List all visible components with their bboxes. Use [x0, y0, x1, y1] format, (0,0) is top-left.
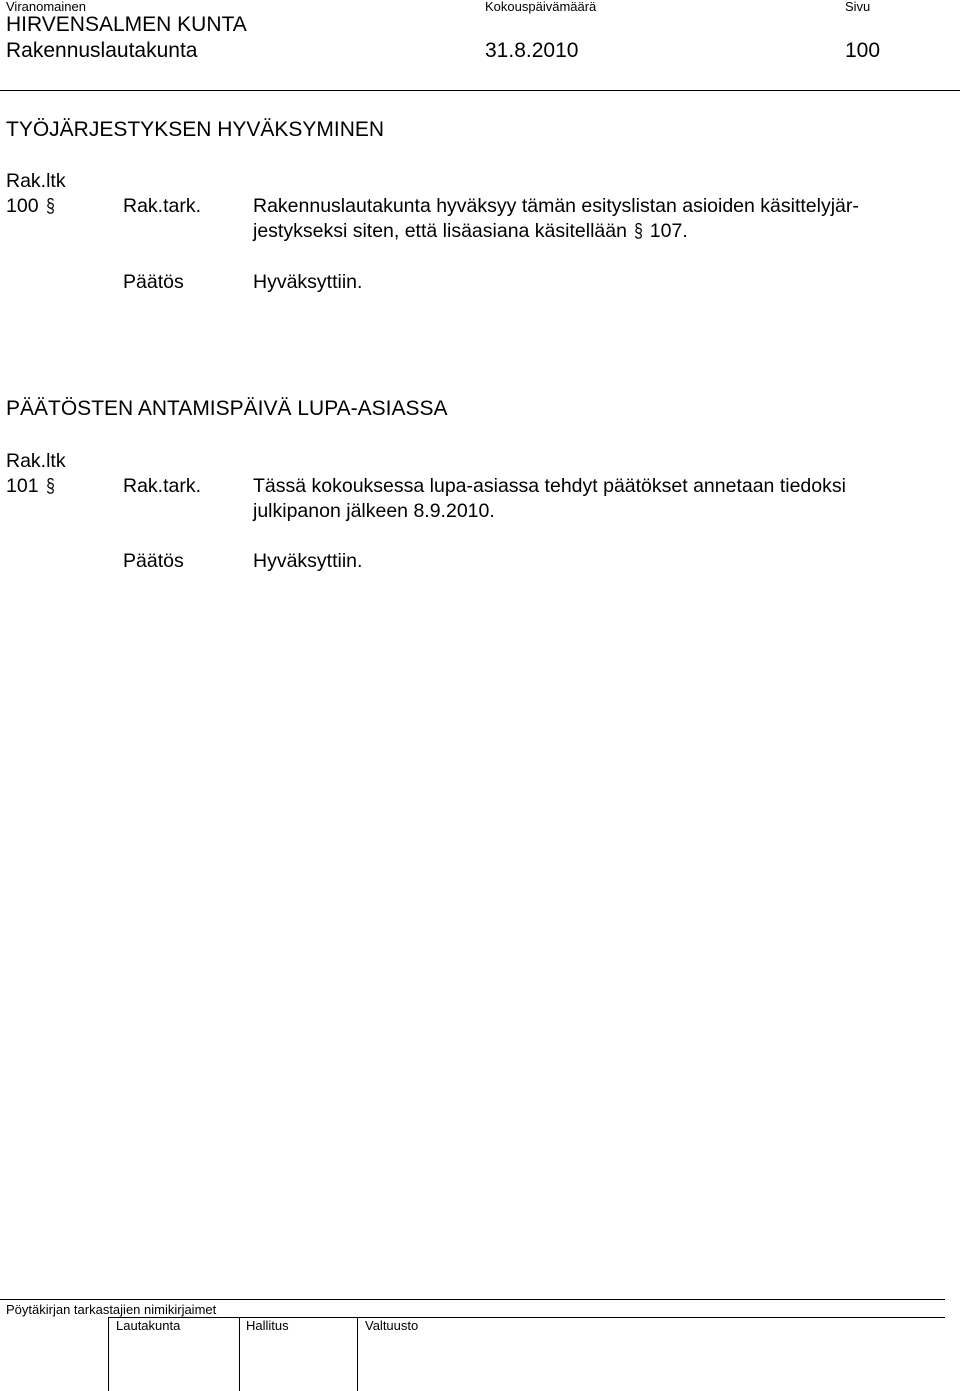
section-number-value: 100	[6, 195, 39, 217]
official-label: Viranomainen	[6, 0, 86, 14]
proposal-line-1: Rakennuslautakunta hyväksyy tämän esityslistan asioiden käsittelyjär-	[253, 195, 859, 217]
proposal-line-2	[253, 219, 688, 244]
preparer: Rak.tark.	[123, 195, 202, 217]
footer-divider	[0, 1299, 945, 1300]
decision-label: Päätös	[123, 550, 184, 572]
section-title: PÄÄTÖSTEN ANTAMISPÄIVÄ LUPA-ASIASSA	[6, 397, 448, 420]
official-name: Rakennuslautakunta	[6, 39, 198, 62]
section-number	[6, 474, 61, 499]
header-divider	[0, 90, 960, 91]
meeting-date-label: Kokouspäivämäärä	[485, 0, 597, 14]
signature-grid-divider	[108, 1317, 109, 1391]
page-number: 100	[845, 39, 881, 62]
municipality-name: HIRVENSALMEN KUNTA	[6, 13, 247, 36]
section-title: TYÖJÄRJESTYKSEN HYVÄKSYMINEN	[6, 118, 385, 141]
decision-text: Hyväksyttiin.	[253, 550, 363, 572]
proposal-reference: 107.	[649, 220, 688, 242]
meeting-date: 31.8.2010	[485, 39, 579, 62]
signatures-label: Pöytäkirjan tarkastajien nimikirjaimet	[6, 1302, 217, 1317]
signature-grid-top	[108, 1317, 945, 1318]
section-sign: §	[45, 195, 55, 217]
body-reference: Rak.ltk	[6, 450, 66, 472]
page-label: Sivu	[845, 0, 871, 14]
proposal-line-2: julkipanon jälkeen 8.9.2010.	[253, 500, 495, 522]
board-label-lautakunta: Lautakunta	[116, 1318, 181, 1333]
section-number-value: 101	[6, 475, 39, 497]
proposal-line-1: Tässä kokouksessa lupa-asiassa tehdyt päätökset annetaan tiedoksi	[253, 475, 846, 497]
body-reference: Rak.ltk	[6, 170, 66, 192]
section-sign: §	[634, 220, 643, 242]
section-number	[6, 194, 61, 219]
signature-grid-divider	[357, 1317, 358, 1391]
board-label-valtuusto: Valtuusto	[365, 1318, 419, 1333]
section-sign: §	[45, 475, 55, 497]
signature-grid-divider	[239, 1317, 240, 1391]
decision-label: Päätös	[123, 271, 184, 293]
proposal-line-2-text: jestykseksi siten, että lisäasiana käsitellään	[253, 220, 627, 242]
decision-text: Hyväksyttiin.	[253, 271, 363, 293]
preparer: Rak.tark.	[123, 475, 202, 497]
board-label-hallitus: Hallitus	[246, 1318, 289, 1333]
